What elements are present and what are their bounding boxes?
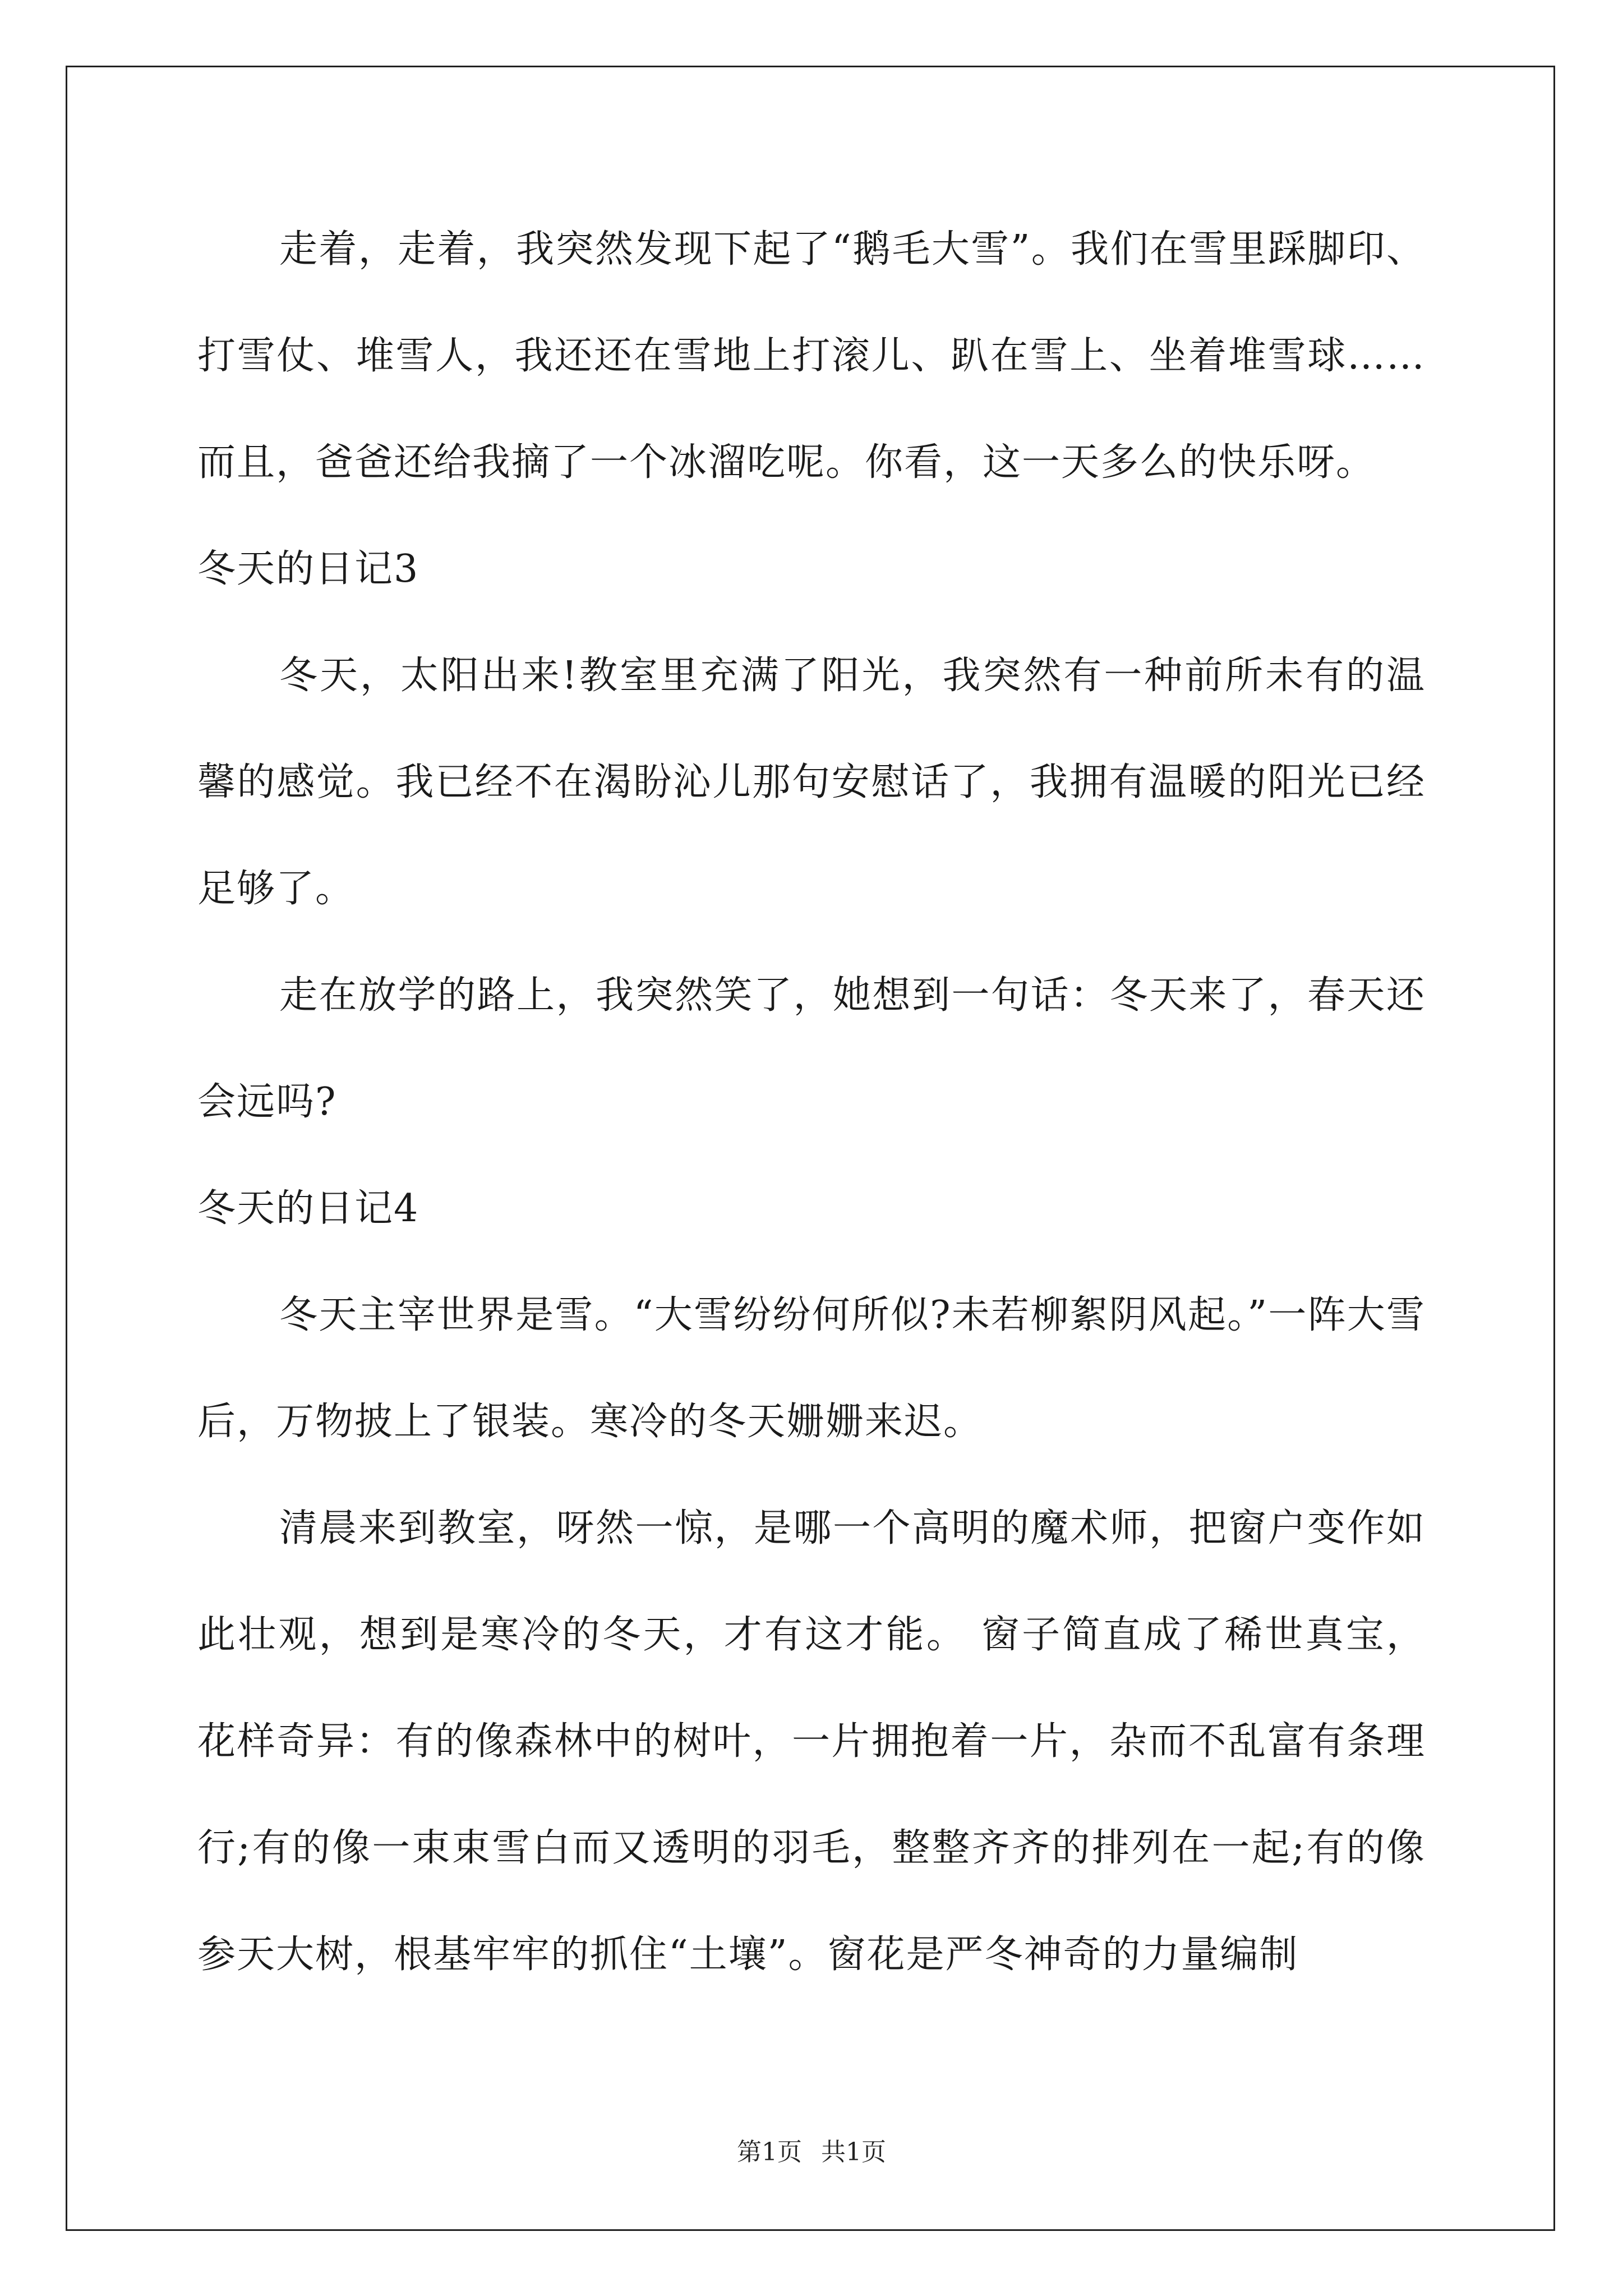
page-total: 共1页	[821, 2138, 886, 2166]
paragraph-4: 冬天主宰世界是雪。“大雪纷纷何所似?未若柳絮阴风起。”一阵大雪后，万物披上了银装。寒冷的冬天姗姗来迟。	[197, 1293, 1426, 1444]
paragraph-5: 清晨来到教室，呀然一惊，是哪一个高明的魔术师，把窗户变作如此壮观，想到是寒冷的冬天，才有这才能。 窗子简直成了稀世真宝，花样奇异：有的像森林中的树叶，一片拥抱着一片，杂而不乱富有条理行;有的像一束束雪白而又透明的羽毛，整整齐齐的排列在一起;有的像参天大树，根基牢牢的抓住“土壤”。窗花是严冬神奇的力量编制	[197, 1506, 1426, 1977]
paragraph-3: 走在放学的路上，我突然笑了，她想到一句话：冬天来了，春天还会远吗?	[197, 973, 1426, 1124]
section-heading-3: 冬天的日记3	[197, 547, 419, 591]
page-number: 第1页	[737, 2138, 802, 2166]
paragraph-1: 走着，走着，我突然发现下起了“鹅毛大雪”。我们在雪里踩脚印、打雪仗、堆雪人，我还还在雪地上打滚儿、趴在雪上、坐着堆雪球……而且，爸爸还给我摘了一个冰溜吃呢。你看，这一天多么的快乐呀。	[197, 227, 1426, 485]
document-body	[197, 196, 1426, 2008]
paragraph-2: 冬天，太阳出来!教室里充满了阳光，我突然有一种前所未有的温馨的感觉。我已经不在渴盼沁儿那句安慰话了，我拥有温暖的阳光已经足够了。	[197, 654, 1426, 911]
section-heading-4: 冬天的日记4	[197, 1186, 419, 1231]
page-footer	[0, 2132, 1623, 2168]
